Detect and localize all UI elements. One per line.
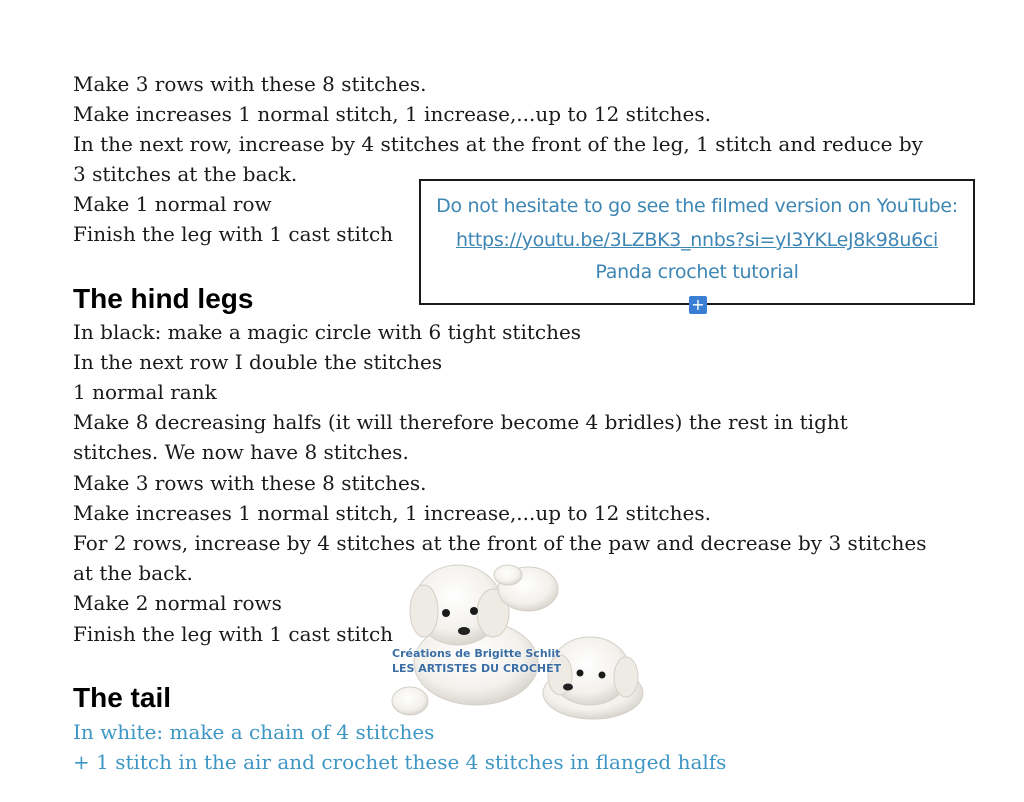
callout-intro-text: Do not hesitate to go see the filmed version on YouTube:: [436, 195, 958, 217]
instruction-line: Make increases 1 normal stitch, 1 increase,...up to 12 stitches.: [73, 102, 711, 126]
photo-watermark-line1: Créations de Brigitte Schlit: [392, 647, 561, 660]
instruction-line: In the next row, increase by 4 stitches at the front of the leg, 1 stitch and reduce by: [73, 132, 923, 156]
section-heading-hind-legs: The hind legs: [73, 283, 254, 314]
instruction-line: Make 3 rows with these 8 stitches.: [73, 72, 427, 96]
youtube-link[interactable]: https://youtu.be/3LZBK3_nnbs?si=yI3YKLeJ8k98u6ci: [456, 229, 938, 251]
section-heading-tail: The tail: [73, 682, 172, 713]
photo-watermark-line2: LES ARTISTES DU CROCHET: [392, 662, 562, 675]
crochet-dogs-photo: [388, 553, 648, 723]
youtube-callout-box[interactable]: [419, 179, 975, 305]
callout-tutorial-title: Panda crochet tutorial: [595, 261, 799, 283]
instruction-line: In the next row I double the stitches: [73, 350, 443, 374]
instruction-line: stitches. We now have 8 stitches.: [73, 440, 409, 464]
instruction-line: Make 2 normal rows: [73, 591, 282, 615]
instruction-line: at the back.: [73, 561, 193, 585]
tail-instruction-line: + 1 stitch in the air and crochet these 4 stitches in flanged halfs: [73, 750, 727, 774]
plus-icon[interactable]: +: [689, 296, 707, 314]
instruction-line: Make increases 1 normal stitch, 1 increase,...up to 12 stitches.: [73, 501, 711, 525]
instruction-line: In black: make a magic circle with 6 tight stitches: [73, 320, 582, 344]
instruction-line: Finish the leg with 1 cast stitch: [73, 622, 394, 646]
instruction-line: Make 8 decreasing halfs (it will therefore become 4 bridles) the rest in tight: [73, 410, 848, 434]
instruction-line: 3 stitches at the back.: [73, 162, 298, 186]
instruction-line: Finish the leg with 1 cast stitch: [73, 222, 394, 246]
instruction-line: Make 1 normal row: [73, 192, 272, 216]
tail-instruction-line: In white: make a chain of 4 stitches: [73, 720, 435, 744]
instruction-line: Make 3 rows with these 8 stitches.: [73, 471, 427, 495]
instruction-line: For 2 rows, increase by 4 stitches at the front of the paw and decrease by 3 stitches: [73, 531, 927, 555]
instruction-line: 1 normal rank: [73, 380, 217, 404]
